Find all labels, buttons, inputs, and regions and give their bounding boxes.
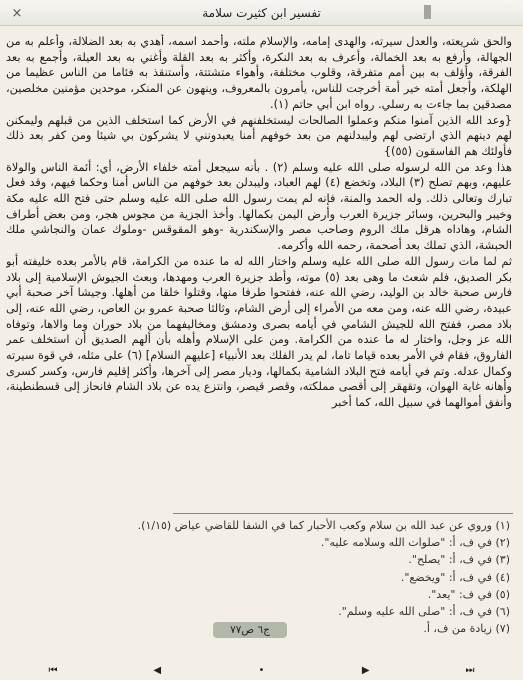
paragraph: ثم لما مات رسول الله صلى الله عليه وسلم واختار الله له ما عنده من الكرامة، قام بالأمر بعده خليفته أبو بكر الصديق، فلم شعث ما وهى بعد (٥) موته، وأطد جزيرة العرب ومهدها، وبعث الجيوش الإسلامية إلى بلاد فارس صحبة خالد بن الوليد، رضي الله عنه، ففتحوا طرفا منها، وقتلوا خلقا من أهلها. وجيشا آخر صحبة أبي عبيدة، رضي الله عنه، ومن معه من الأمراء إلى أرض الشام، وثالثا صحبة عمرو بن العاص، رضي الله عنه، إلى بلاد مصر، ففتح الله للجيش الشامي في أيامه بصرى ودمشق ومخاليفهما من بلاد حوران وما والاها، وتوفاه الله عز وجل، واختار له ما عنده من الكرامة. ومن على الإسلام وأهله بأن ألهم الصديق أن استخلف عمر الفاروق، فقام في الأمر بعده قياما تاما، لم يدر الفلك بعد الأنبياء [عليهم السلام] (٦) على مثله، في قوة سيرته وكمال عدله. وتم في أيامه فتح البلاد الشامية بكمالها، وديار مصر إلى آخرها، وأكثر إقليم فارس، وكسر كسرى وأهانه غاية الهوان، وتقهقر إلى أقصى مملكته، وقصر قيصر، وانتزع يده عن بلاد الشام فانحاز إلى قسطنطينة، وأنفق أموالهما في سبيل الله، كما أخبر (6, 254, 512, 410)
footnote: (١) وروي عن عبد الله بن سلام وكعب الأحبار كما في الشفا للقاضي عياض (١/١٥). (137, 519, 510, 532)
bookmark-icon[interactable] (424, 5, 431, 19)
title-bar (0, 0, 523, 26)
paragraph: هذا وعد من الله لرسوله صلى الله عليه وسلم (٢) . بأنه سيجعل أمته خلفاء الأرض، أي: أئمة الناس والولاة عليهم، وبهم تصلح (٣) البلاد، وتخضع (٤) لهم العباد، وليبدلن بعد خوفهم من الناس أمنا وحكما فيهم، وقد فعل تبارك وتعالى ذلك. وله الحمد والمنة، فإنه لم يمت رسول الله صلى الله عليه وسلم حتى فتح الله عليه مكة وخيبر والبحرين، وسائر جزيرة العرب وأرض اليمن بكمالها. وأخذ الجزية من مجوس هجر، ومن بعض أطراف الشام، وهاداه هرقل ملك الروم وصاحب مصر والإسكندرية -وهو المقوقس -وملوك عمان والنجاشي ملك الحبشة، الذي تملك بعد أصحمة، رحمه الله وأكرمه. (6, 160, 512, 253)
quran-verse: {وعد الله الذين آمنوا منكم وعملوا الصالحات ليستخلفنهم في الأرض كما استخلف الذين من قبلهم وليمكنن لهم دينهم الذي ارتضى لهم وليبدلنهم من بعد خوفهم أمنا يعبدونني لا يشركون بي شيئا ومن كفر بعد ذلك فأولئك هم الفاسقون (٥٥)} (6, 113, 512, 158)
footnote: (٣) في ف، أ: "يصلح". (408, 553, 510, 567)
first-page-icon[interactable]: ⏮ (48, 664, 58, 676)
footnote: (٦) في ف، أ: "صلى الله عليه وسلم". (338, 605, 510, 619)
footnote: (٤) في ف، أ: "ويخضع". (400, 570, 510, 584)
page-number-badge: ج٦ ص٧٧ (213, 622, 287, 638)
page-text (6, 34, 512, 510)
paragraph: والحق شريعته، والعدل سيرته، والهدى إمامه، والإسلام ملته، وأحمد اسمه، أهدي به بعد الضلالة، وأعلم به من الجهالة، وأرفع به بعد الخمالة، وأعرف به بعد النكرة، وأكثر به بعد القلة وأغني به بعد العيلة، وأجمع به بعد الفرقة، وأؤلف به بين أمم متفرقة، وقلوب مختلفة، وأهواء متشتتة، وأستنقذ به فئاما من الناس عظيما من الهلكة، وأجعل أمته خير أمة أخرجت للناس، يأمرون بالمعروف، وينهون عن المنكر، موحدين مؤمنين مخلصين، مصدقين بما جاءت به رسلي. رواه ابن أبي حاتم (١). (6, 35, 512, 111)
previous-page-icon[interactable]: ◀ (153, 664, 162, 676)
last-page-icon[interactable]: ⏭ (465, 664, 475, 676)
footnote: (٢) في ف، أ: "صلوات الله وسلامه عليه". (320, 536, 510, 550)
footnotes (10, 517, 510, 667)
footnote: (٧) زيادة من ف، أ. (423, 622, 510, 636)
next-page-icon[interactable]: ▶ (361, 664, 370, 676)
close-icon[interactable]: × (11, 5, 23, 21)
window-title: تفسير ابن كثيرت سلامة (202, 5, 321, 20)
navigation-bar (0, 660, 523, 680)
footnote: (٥) في ف: "يعد". (427, 587, 510, 601)
menu-dot-icon[interactable]: • (258, 664, 265, 676)
footnote-divider (173, 513, 513, 514)
